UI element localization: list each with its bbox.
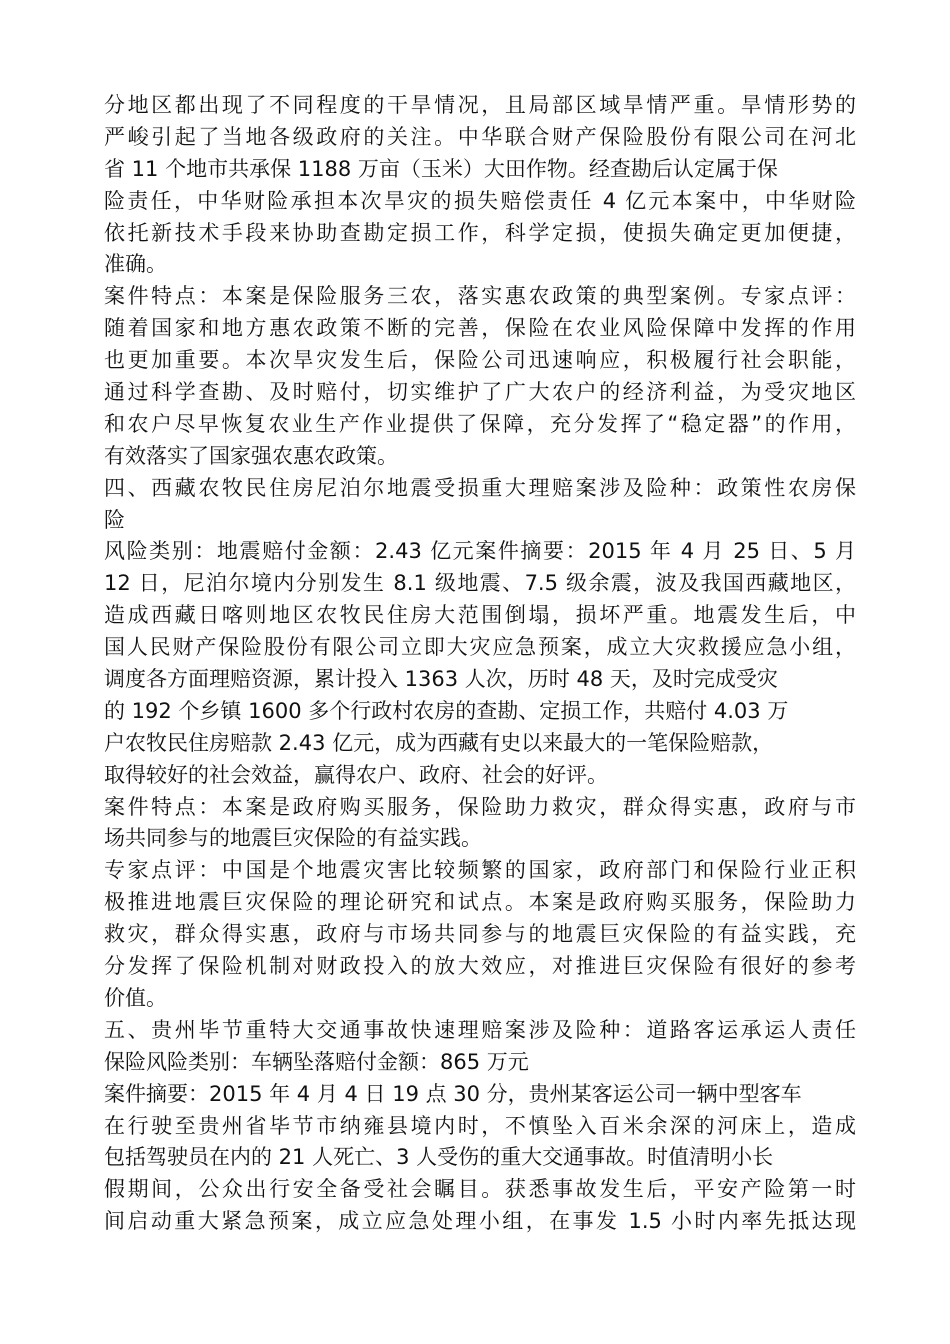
text-line: 救灾，群众得实惠，政府与市场共同参与的地震巨灾保险的有益实践，充 [104, 922, 856, 947]
text-line: 案件特点：本案是保险服务三农，落实惠农政策的典型案例。专家点评： [104, 284, 856, 309]
text-line: 准确。 [104, 252, 167, 277]
text-line: 造成西藏日喀则地区农牧民住房大范围倒塌，损坏严重。地震发生后，中 [104, 603, 856, 628]
text-line: 险责任，中华财险承担本次旱灾的损失赔偿责任 4 亿元本案中，中华财险 [104, 188, 856, 213]
text-line: 通过科学查勘、及时赔付，切实维护了广大农户的经济利益，为受灾地区 [104, 380, 856, 405]
text-line: 案件特点：本案是政府购买服务，保险助力救灾，群众得实惠，政府与市 [104, 794, 856, 819]
text-line: 的 192 个乡镇 1600 多个行政村农房的查勘、定损工作，共赔付 4.03 万 [104, 698, 789, 723]
text-line: 严峻引起了当地各级政府的关注。中华联合财产保险股份有限公司在河北 [104, 124, 856, 149]
text-line: 价值。 [104, 985, 167, 1010]
text-line: 包括驾驶员在内的 21 人死亡、3 人受伤的重大交通事故。时值清明小长 [104, 1145, 774, 1170]
text-line: 省 11 个地市共承保 1188 万亩（玉米）大田作物。经查勘后认定属于保 [104, 156, 778, 181]
text-line: 有效落实了国家强农惠农政策。 [104, 443, 398, 468]
text-line: 调度各方面理赔资源，累计投入 1363 人次，历时 48 天，及时完成受灾 [104, 667, 778, 692]
text-line: 场共同参与的地震巨灾保险的有益实践。 [104, 826, 482, 851]
body-text [104, 90, 856, 1238]
text-line: 和农户尽早恢复农业生产作业提供了保障，充分发挥了“稳定器”的作用， [104, 411, 856, 436]
text-line: 户农牧民住房赔款 2.43 亿元，成为西藏有史以来最大的一笔保险赔款， [104, 730, 774, 755]
text-line: 五、贵州毕节重特大交通事故快速理赔案涉及险种：道路客运承运人责任 [104, 1017, 856, 1042]
text-line: 风险类别：地震赔付金额：2.43 亿元案件摘要：2015 年 4 月 25 日、5 月 [104, 539, 856, 564]
text-line: 在行驶至贵州省毕节市纳雍县境内时，不慎坠入百米余深的河床上，造成 [104, 1113, 856, 1138]
text-line: 保险风险类别：车辆坠落赔付金额：865 万元 [104, 1049, 529, 1074]
text-line: 分发挥了保险机制对财政投入的放大效应，对推进巨灾保险有很好的参考 [104, 954, 856, 979]
text-line: 12 日，尼泊尔境内分别发生 8.1 级地震、7.5 级余震，波及我国西藏地区， [104, 571, 856, 596]
text-line: 假期间，公众出行安全备受社会瞩目。获悉事故发生后，平安产险第一时 [104, 1177, 856, 1202]
text-line: 险 [104, 507, 125, 532]
text-line: 取得较好的社会效益，赢得农户、政府、社会的好评。 [104, 762, 608, 787]
text-line: 案件摘要：2015 年 4 月 4 日 19 点 30 分，贵州某客运公司一辆中型客车 [104, 1081, 802, 1106]
text-line: 专家点评：中国是个地震灾害比较频繁的国家，政府部门和保险行业正积 [104, 858, 856, 883]
text-line: 极推进地震巨灾保险的理论研究和试点。本案是政府购买服务，保险助力 [104, 890, 856, 915]
text-line: 依托新技术手段来协助查勘定损工作，科学定损，使损失确定更加便捷， [104, 220, 856, 245]
text-line: 间启动重大紧急预案，成立应急处理小组，在事发 1.5 小时内率先抵达现 [104, 1209, 856, 1234]
text-line: 也更加重要。本次旱灾发生后，保险公司迅速响应，积极履行社会职能， [104, 348, 856, 373]
text-line: 国人民财产保险股份有限公司立即大灾应急预案，成立大灾救援应急小组， [104, 635, 856, 660]
text-line: 四、西藏农牧民住房尼泊尔地震受损重大理赔案涉及险种：政策性农房保 [104, 475, 856, 500]
text-line: 分地区都出现了不同程度的干旱情况，且局部区域旱情严重。旱情形势的 [104, 93, 856, 117]
text-line: 随着国家和地方惠农政策不断的完善，保险在农业风险保障中发挥的作用 [104, 316, 856, 341]
